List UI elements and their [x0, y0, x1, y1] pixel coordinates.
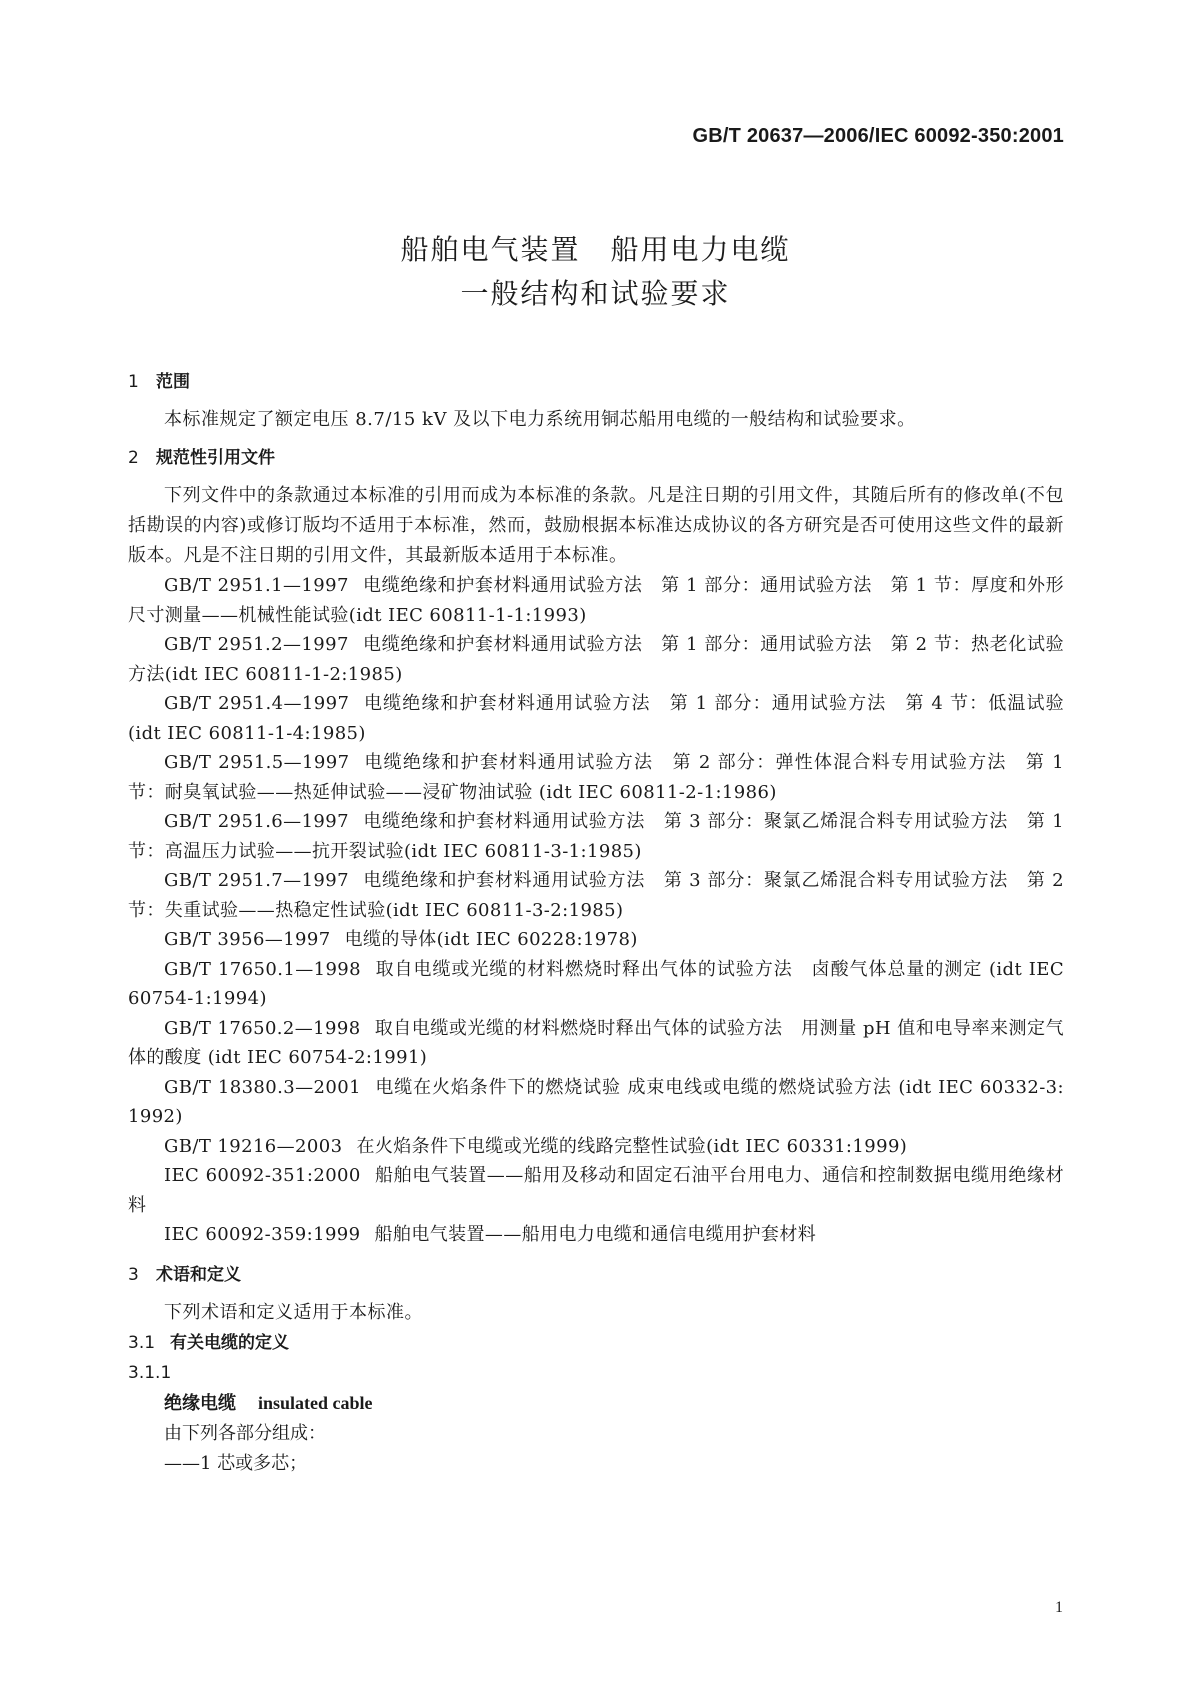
term-chinese: 绝缘电缆: [164, 1392, 236, 1414]
reference-code: GB/T 17650.1—1998: [164, 958, 362, 980]
reference-title: 取自电缆或光缆的材料燃烧时释出气体的试验方法 卤酸气体总量的测定 (idt IEC 60754-1:1994): [128, 958, 1064, 1009]
reference-title: 在火焰条件下电缆或光缆的线路完整性试验(idt IEC 60331:1999): [356, 1135, 908, 1157]
reference-item: [128, 807, 1064, 866]
section-2-heading: [128, 441, 1064, 475]
reference-title: 电缆绝缘和护套材料通用试验方法 第 1 部分：通用试验方法 第 1 节：厚度和外形尺寸测量——机械性能试验(idt IEC 60811-1-1:1993): [128, 575, 1065, 626]
standard-id-header: GB/T 20637—2006/IEC 60092-350:2001: [692, 125, 1064, 147]
reference-item: [128, 1161, 1064, 1220]
references-intro-paragraph: 下列文件中的条款通过本标准的引用而成为本标准的条款。凡是注日期的引用文件，其随后所有的修改单(不包括勘误的内容)或修订版均不适用于本标准，然而，鼓励根据本标准达成协议的各方研究是否可使用这些文件的最新版本。凡是不注日期的引用文件，其最新版本适用于本标准。: [128, 485, 1064, 566]
reference-code: GB/T 2951.2—1997: [164, 634, 349, 655]
section-title: 术语和定义: [156, 1264, 241, 1285]
reference-item: [128, 955, 1064, 1014]
reference-item: [128, 748, 1064, 807]
reference-item: [128, 1132, 1064, 1162]
subsection-number: 3.1: [128, 1332, 156, 1353]
reference-title: 电缆绝缘和护套材料通用试验方法 第 3 部分：聚氯乙烯混合料专用试验方法 第 2 节：失重试验——热稳定性试验(idt IEC 60811-3-2:1985): [128, 870, 1064, 921]
section-1-heading: [128, 365, 1064, 399]
reference-list: [128, 571, 1064, 1250]
definition-line: 由下列各部分组成：: [164, 1422, 326, 1444]
reference-code: GB/T 3956—1997: [164, 929, 331, 950]
subsection-title: 有关电缆的定义: [170, 1332, 289, 1353]
reference-item: [128, 925, 1064, 955]
reference-item: [128, 630, 1064, 689]
term-english: insulated cable: [258, 1392, 373, 1413]
reference-item: [128, 689, 1064, 748]
reference-code: GB/T 18380.3—2001: [164, 1076, 361, 1098]
term-entry: [164, 1388, 1064, 1419]
section-3-heading: [128, 1258, 1064, 1292]
reference-title: 电缆在火焰条件下的燃烧试验 成束电线或电缆的燃烧试验方法 (idt IEC 60332-3: 1992): [128, 1076, 1064, 1127]
reference-title: 船舶电气装置——船用电力电缆和通信电缆用护套材料: [374, 1224, 817, 1245]
reference-item: [128, 1073, 1064, 1132]
reference-code: GB/T 2951.6—1997: [164, 811, 349, 832]
subsection-3-1-heading: [128, 1328, 1064, 1358]
reference-code: GB/T 2951.5—1997: [164, 752, 350, 773]
reference-code: IEC 60092-359:1999: [164, 1224, 361, 1245]
reference-title: 取自电缆或光缆的材料燃烧时释出气体的试验方法 用测量 pH 值和电导率来测定气体的酸度 (idt IEC 60754-2:1991): [128, 1017, 1064, 1068]
reference-item: [128, 1220, 1064, 1250]
section-number: 1: [128, 372, 139, 392]
reference-code: GB/T 2951.4—1997: [164, 693, 350, 714]
reference-title: 电缆绝缘和护套材料通用试验方法 第 1 部分：通用试验方法 第 4 节：低温试验(idt IEC 60811-1-4:1985): [128, 693, 1065, 744]
scope-paragraph: 本标准规定了额定电压 8.7/15 kV 及以下电力系统用铜芯船用电缆的一般结构和试验要求。: [164, 409, 916, 430]
reference-code: GB/T 19216—2003: [164, 1135, 343, 1157]
reference-item: [128, 1014, 1064, 1073]
reference-item: [128, 866, 1064, 925]
reference-title: 船舶电气装置——船用及移动和固定石油平台用电力、通信和控制数据电缆用绝缘材料: [128, 1165, 1064, 1216]
terms-intro-paragraph: 下列术语和定义适用于本标准。: [164, 1301, 423, 1323]
reference-code: GB/T 2951.7—1997: [164, 870, 349, 891]
reference-code: GB/T 2951.1—1997: [164, 575, 349, 596]
reference-code: IEC 60092-351:2000: [164, 1165, 361, 1186]
document-title-line1: 船舶电气装置 船用电力电缆: [400, 233, 791, 266]
section-number: 2: [128, 448, 139, 468]
reference-title: 电缆绝缘和护套材料通用试验方法 第 1 部分：通用试验方法 第 2 节：热老化试验方法(idt IEC 60811-1-2:1985): [128, 634, 1065, 685]
reference-title: 电缆的导体(idt IEC 60228:1978): [344, 929, 638, 950]
reference-title: 电缆绝缘和护套材料通用试验方法 第 3 部分：聚氯乙烯混合料专用试验方法 第 1 节：高温压力试验——抗开裂试验(idt IEC 60811-3-1:1985): [128, 811, 1064, 862]
reference-item: [128, 571, 1064, 630]
document-title-line2: 一般结构和试验要求: [460, 277, 731, 310]
clause-number: 3.1.1: [128, 1362, 172, 1383]
section-title: 规范性引用文件: [156, 448, 275, 468]
reference-title: 电缆绝缘和护套材料通用试验方法 第 2 部分：弹性体混合料专用试验方法 第 1 节：耐臭氧试验——热延伸试验——浸矿物油试验 (idt IEC 60811-2-1:1986): [128, 752, 1065, 803]
document-body: [128, 365, 1064, 1479]
reference-code: GB/T 17650.2—1998: [164, 1017, 361, 1039]
section-title: 范围: [156, 372, 190, 392]
definition-line: ——1 芯或多芯；: [164, 1452, 308, 1474]
page-number: 1: [1055, 1599, 1063, 1616]
section-number: 3: [128, 1264, 139, 1285]
